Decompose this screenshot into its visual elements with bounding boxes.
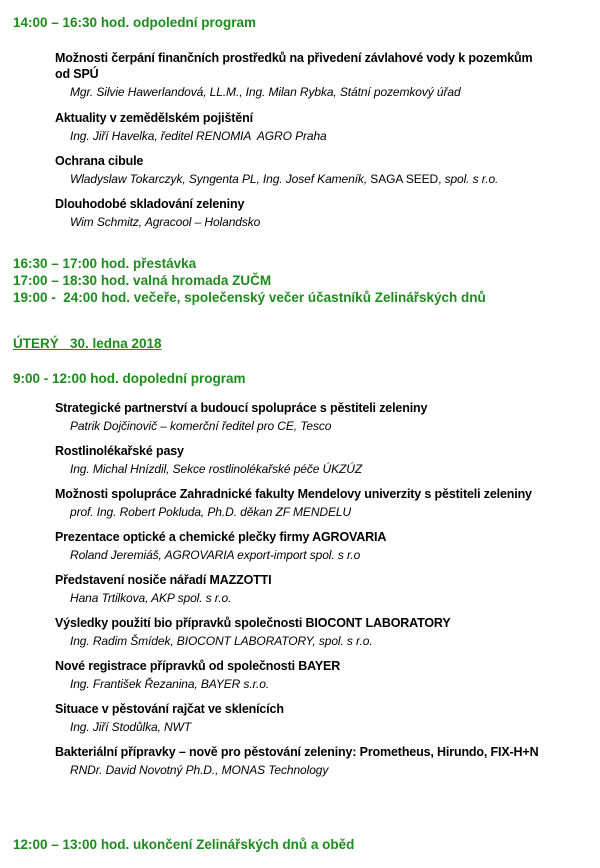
- talk-speakers: prof. Ing. Robert Pokluda, Ph.D. děkan ZF MENDELU: [70, 505, 352, 519]
- talk-title: Představení nosiče nářadí MAZZOTTI: [55, 573, 272, 587]
- talk-speakers: Ing. Jiří Havelka, ředitel RENOMIA AGRO Praha: [70, 129, 327, 143]
- talk-speakers: Patrik Dojčinovič – komerční ředitel pro CE, Tesco: [70, 419, 332, 433]
- talk-item: [55, 50, 600, 99]
- talk-item: [55, 400, 600, 433]
- monday-evening-schedule: [13, 255, 600, 306]
- talk-title: Rostlinolékařské pasy: [55, 444, 184, 458]
- talk-title: Strategické partnerství a budoucí spolupráce s pěstiteli zeleniny: [55, 401, 428, 415]
- talk-title: Prezentace optické a chemické plečky firmy AGROVARIA: [55, 530, 387, 544]
- talk-item: [55, 153, 600, 186]
- talk-item: [55, 744, 600, 777]
- talk-item: [55, 572, 600, 605]
- talk-speakers: Ing. Michal Hnízdil, Sekce rostlinolékařské péče ÚKZÚZ: [70, 462, 363, 476]
- talk-item: [55, 196, 600, 229]
- monday-afternoon-heading: 14:00 – 16:30 hod. odpolední program: [13, 15, 257, 30]
- talk-item: [55, 443, 600, 476]
- talk-item: [55, 110, 600, 143]
- talk-title: Možnosti spolupráce Zahradnické fakulty Mendelovy univerzity s pěstiteli zeleniny: [55, 487, 532, 501]
- monday-talks: [13, 50, 600, 229]
- talk-item: [55, 529, 600, 562]
- talk-title: Možnosti čerpání finančních prostředků na přivedení závlahové vody k pozemkům: [55, 51, 533, 65]
- speakers-italic-part: spol. s r.o.: [444, 172, 499, 186]
- tuesday-morning-heading: 9:00 - 12:00 hod. dopolední program: [13, 371, 246, 386]
- talk-speakers: Roland Jeremiáš, AGROVARIA export-import spol. s r.o: [70, 548, 361, 562]
- tuesday-talks: [13, 400, 600, 777]
- talk-title-line2: od SPÚ: [55, 67, 99, 81]
- schedule-line: 16:30 – 17:00 hod. přestávka: [13, 256, 197, 271]
- talk-title: Bakteriální přípravky – nově pro pěstování zeleniny: Prometheus, Hirundo, FIX-H+N: [55, 745, 539, 759]
- talk-item: [55, 486, 600, 519]
- talk-item: [55, 615, 600, 648]
- talk-title: Výsledky použití bio přípravků společnosti BIOCONT LABORATORY: [55, 616, 451, 630]
- talk-speakers: Ing. Jiří Stodůlka, NWT: [70, 720, 192, 734]
- schedule-line: 19:00 - 24:00 hod. večeře, společenský večer účastníků Zelinářských dnů: [13, 290, 486, 305]
- talk-speakers: [70, 172, 600, 186]
- talk-item: [55, 701, 600, 734]
- tuesday-date-heading: ÚTERÝ 30. ledna 2018: [13, 336, 162, 351]
- talk-speakers: Wim Schmitz, Agracool – Holandsko: [70, 215, 261, 229]
- tuesday-closing-heading: 12:00 – 13:00 hod. ukončení Zelinářských dnů a oběd: [13, 837, 355, 852]
- speakers-italic-part: Wladyslaw Tokarczyk, Syngenta PL, Ing. Josef Kameník,: [70, 172, 371, 186]
- talk-item: [55, 658, 600, 691]
- talk-title: Dlouhodobé skladování zeleniny: [55, 197, 245, 211]
- talk-speakers: Hana Trtilkova, AKP spol. s r.o.: [70, 591, 232, 605]
- talk-title: Nové registrace přípravků od společnosti BAYER: [55, 659, 341, 673]
- speakers-upright-part: SAGA SEED,: [370, 172, 445, 186]
- talk-speakers: Ing. Radim Šmídek, BIOCONT LABORATORY, spol. s r.o.: [70, 634, 373, 648]
- talk-title: Aktuality v zemědělském pojištění: [55, 111, 253, 125]
- talk-title: Ochrana cibule: [55, 154, 144, 168]
- talk-speakers: Mgr. Silvie Hawerlandová, LL.M., Ing. Milan Rybka, Státní pozemkový úřad: [70, 85, 461, 99]
- talk-speakers: RNDr. David Novotný Ph.D., MONAS Technology: [70, 763, 329, 777]
- talk-title: Situace v pěstování rajčat ve sklenících: [55, 702, 284, 716]
- schedule-line: 17:00 – 18:30 hod. valná hromada ZUČM: [13, 273, 272, 288]
- talk-speakers: Ing. František Řezanina, BAYER s.r.o.: [70, 677, 270, 691]
